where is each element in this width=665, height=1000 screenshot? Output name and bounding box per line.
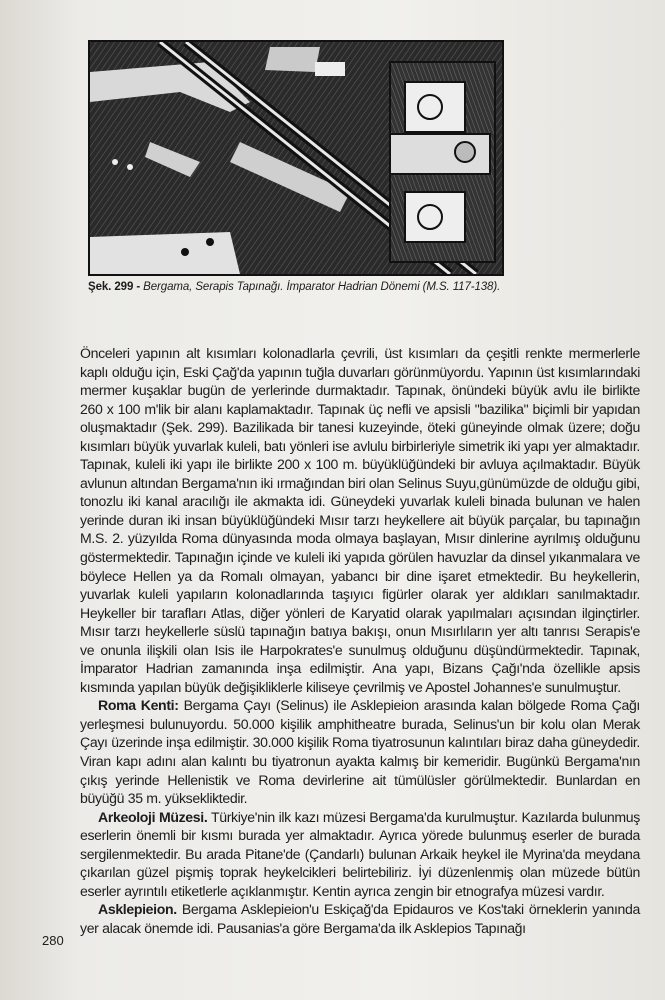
heading-asklepieion: Asklepieion. [98,901,177,918]
body-text [80,344,640,938]
paragraph-asklepieion [80,900,640,937]
paragraph-roma-kenti [80,696,640,807]
figure-caption-text: Bergama, Serapis Tapınağı. İmparator Hadrian Dönemi (M.S. 117-138). [140,281,501,293]
serapis-temple-plan [90,42,502,274]
page-number: 280 [42,933,64,948]
paragraph-arkeoloji-muzesi [80,808,640,901]
figure-caption-label: Şek. 299 - [88,281,141,293]
paragraph-asklepieion-text: Bergama Asklepieion'u Eskiçağ'da Epidauros ve Kos'taki örneklerin yanında yer alacak önemde idi. Pausanias'a göre Bergama'da ilk Asklepios Tapınağı [80,901,640,936]
paragraph-muze-text: Türkiye'nin ilk kazı müzesi Bergama'da kurulmuştur. Kazılarda bulunmuş eserlerin önemli bir kısmı burada yer almaktadır. Ayrıca yörede bulunmuş eserler de burada sergilenmektedir. Bu arada Pitane'de (Çandarlı) bulunan Arkaik heykel ile Myrina'da meydana çıkarılan güzel pişmiş toprak heykelcikleri belirtebiliriz. İyi düzenlenmiş olan müzede bütün eserler ayrıntılı etiketlerle açıklanmıştır. Kentin ayrıca zengin bir etnografya müzesi vardır. [80,808,640,899]
heading-roma-kenti: Roma Kenti: [98,697,179,714]
figure-caption [88,281,528,293]
paragraph-roma-text: Bergama Çayı (Selinus) ile Asklepieion arasında kalan bölgede Roma Çağı yerleşmesi bulunuyordu. 50.000 kişilik amphitheatre burada, Selinus'un bir kolu olan Merak Çayı üzerinde inşa edilmiştir. 30.000 kişilik Roma tiyatrosunun kalıntıları biraz daha güneydedir. Viran kapı adını alan kalıntı bu tiyatronun ayakta kalmış bir kemeridir. Bugünkü Bergama'nın çıkış yerinde Hellenistik ve Roma devirlerine ait tümülüsler görülmektedir. Bunlardan en büyüğü 35 m. yüksekliktedir. [80,697,640,807]
heading-arkeoloji-muzesi: Arkeoloji Müzesi. [98,808,208,825]
site-plan-figure [88,40,504,276]
paragraph-temple: Önceleri yapının alt kısımları kolonadlarla çevrili, üst kısımları da çeşitli renkte mermerlerle kaplı olduğu için, Eski Çağ'da yapının tuğla duvarları görünmüyordu. Yapının üst kısımlarındaki mermer kuşaklar bugün de yerlerinde durmaktadır. Tapınak, önündeki büyük avlu ile birlikte 260 x 100 m'lik bir alanı kaplamaktadır. Tapınak üç nefli ve apsisli "bazilika" biçimli bir yapıdan oluşmaktadır (Şek. 299). Bazilikada bir tanesi kuzeyinde, öteki güneyinde olmak üzere; doğu kısımları büyük yuvarlak kuleli, batı yönleri ise avlulu birbirleriyle simetrik iki yapı yer almaktadır. Tapınak, kuleli iki yapı ile birlikte 200 x 100 m. büyüklüğündeki bir avluya açılmaktadır. Büyük avlunun altından Bergama'nın iki ırmağından biri olan Selinus Suyu,günümüzde de olduğu gibi, tonozlu iki kanal aracılığı ile akmakta idi. Güneydeki yuvarlak kuleli binada bulunan ve halen yerinde duran iki insan büyüklüğündeki Mısır tarzı heykellere ait büyük parçalar, bu tapınağın M.S. 2. yüzyılda Roma dünyasında moda olmaya başlayan, Mısır dinlerine ayrılmış olduğunu göstermektedir. Tapınağın içinde ve kuleli iki yapıda görülen havuzlar da dinsel yıkanmalara ve böylece Hellen ya da Romalı olmayan, yabancı bir dine işaret etmektedir. Bu heykellerin, yuvarlak kuleli yapıların kolonadlarında taşıyıcı figürler olarak yer aldıkları sanılmaktadır. Heykeller bir tarafları Atlas, diğer yönleri de Karyatid olarak yapılmaları açısından ilginçtirler. Mısır tarzı heykellerle süslü tapınağın batıya bakışı, onun Mısırlıların yer altı tanrısı Serapis'e ve onunla ilişkili olan Isis ile Harpokrates'e sunulmuş olduğunu düşündürmektedir. Tapınak, İmparator Hadrian zamanında inşa edilmiştir. Ana yapı, Bizans Çağı'nda özellikle apsis kısmında yapılan büyük değişikliklerle kiliseye çevrilmiş ve Apostel Johannes'e sunulmuştur. [80,345,640,695]
